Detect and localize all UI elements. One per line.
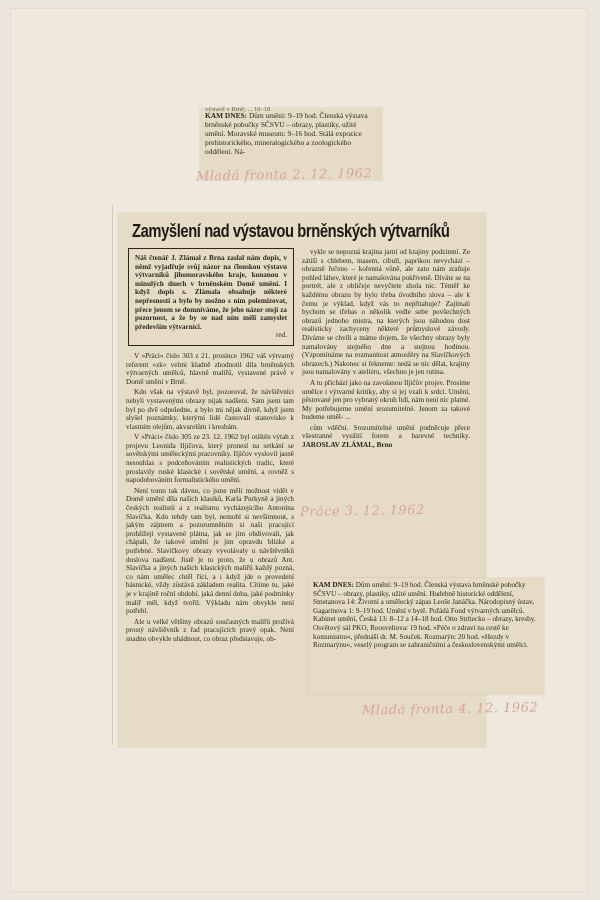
editor-note-text: Náš čtenář J. Zlámal z Brna zaslal nám dopis, v němž vyjadřuje svůj názor na členskou výstavu výtvarníků jihomoravského kraje, konanou v minulých dnech v brněnském Domě umění. I když dopis s. Zlámala obsahuje některé nepřesnosti a bylo by možno s ním polemizovat, přece jenom se domníváme, že jeho názor stojí za pozornost, a že by se nad ním měli zamyslet především výtvarníci. (135, 254, 287, 331)
editor-note-box (128, 248, 294, 346)
pencil-note-top: Mladá fronta 2. 12. 1962 (195, 166, 373, 185)
article-final-sentence: cům vděčni. Srozumitelné umění podněcuje přece všestranné využití forem a barevné techniky. (302, 423, 470, 441)
top-clipping-heading: KAM DNES: (205, 111, 248, 120)
pencil-note-middle: Práce 3. 12. 1962 (299, 502, 425, 521)
scrapbook-page (10, 8, 588, 892)
article-paragraph: A tu přichází jako na zavolanou Iljičův projev. Prosíme umělce i výtvarné kritiky, aby si jej vzali k srdci. Umění, pěstované jen pro vybraný okruh lidí, nám není nic platné. My potřebujeme umění srozumitelné. Jenom za takové budeme uměl- ... (302, 378, 470, 422)
article-title: Zamyšlení nad výstavou brněnských výtvarníků (132, 221, 450, 241)
top-clipping-body: Dům umění: 9–19 hod. Členská výstava brněnské pobočky SČSVU – obrazy, plastiky, užité umění. Moravské museum: 9–16 hod. Stálá expozice prehistorického, mineralogického a zoologického oddělení. Ná- (205, 111, 368, 156)
article-author-signature: JAROSLAV ZLÁMAL, Brno (302, 441, 393, 450)
article-paragraph: Kdo však na výstavě byl, pozoroval, že návštěvníci nebyli vystavenými obrazy nijak nadšeni. Sám jsem tam byl po dvě odpoledne, a bylo mi nějak divně, když jsem slyšel poznámky, kterými lidé častovali stanovisko k vlastním olejům, akvarelům i kresbám. (126, 388, 294, 431)
article-paragraph: vykle se nepozná krajina jarní od krajiny podzimní. Ze zátiší s chlebem, masem, cibulí, paprikou nevychází – obrazně řečeno – kořenná vůně, ale zato nám zraňuje pohled láhev, které je namalována pokřiveně. Díváte se na portrét, ale z obličeje nevyčtete zhola nic. Téměř ke každému obrazu by bylo třeba úvodního slova – ale k čemu je výklad, když vás to nepřitahuje? Zajímali bychom se třebas o několik vedle sebe povšechných obrazů jednoho mistra, na kterých jsou náhodou dost realisticky zachyceny některé průmyslové závody. Díváme se chvíli a máme dojem, že všechny obrazy byly namalovány stejného dne a stejnou hodinou. (Vzpomínáme na rozmanitost atmosféry na Slavíčkových obrazech.) Nakonec si řekneme: nedá se nic dělat, krajiny jsou namalovány v ateliéru, všechno je jen rutina. (302, 248, 470, 377)
article-paragraph: Ale u velké většiny obrazů současných malířů prožívá prostý návštěvník z řad pracujících pravý opak. Není snadno obvykle uhádnout, co obraz představuje, ob- (126, 617, 294, 643)
bottom-clipping-heading: KAM DNES: (313, 581, 354, 589)
pencil-note-bottom: Mladá fronta 4. 12. 1962 (361, 700, 539, 719)
article-paragraph (302, 424, 470, 450)
bottom-newspaper-clipping (308, 578, 544, 694)
bottom-clipping-body: Dům umění: 9–19 hod. Členská výstava brněnské pobočky SČSVU – obrazy, plastiky, užité umění. Hudebně historické oddělení, Smetanova 14: Životní a umělecký zápas Leoše Janáčka. Národopisný ústav, Gagarinova 1: 9–19 hod. Umění v bytě. Pořádá Fond výtvarných umělců. Kabinet umění, Česká 13: 8–12 a 14–18 hod. Otto Strítecko – obrazy, kresby. Osvětový sál PKO, Roosveltova: 19 hod. »Péče o zdraví na cestě ke komunismu«, přednáší dr. M. Souček. Rozmarýn: 20 hod. »Hezdy v Rozmarýnu«, veselý program se zahraničními a československými umělci. (313, 581, 536, 650)
cut-text-line: výstavě v Brně; ... 10–18 (205, 106, 271, 113)
article-paragraph: V »Práci« číslo 303 z 21. prosince 1962 váš výtvarný referent »zk« velmi kladně zhodnotil díla brněnských výtvarných umělců, hlavně malířů, vystavené právě v Domě umění v Brně. (126, 351, 294, 386)
article-left-column (126, 248, 294, 646)
editor-signature: red. (276, 331, 287, 340)
article-paragraph: Není tomu tak dávno, co jsme měli možnost vidět v Domě umění díla našich klasiků, Karla Purkyně a jiných českých realistů a z realismu vycházejícího Antonína Slavíčka. Kdo tehdy tam byl, nemohl si nevšimnout, s jakým zájmem a pozorumněním si naši pracující prohlížejí vystavené plátna, jak se jim obdivovali, jak chápali, že takové umění je jim opravdu blízké a potřebné. Slavíčkovy obrazy vyvolávaly u návštěvníků doslova nadšení. Jistě je to proto, že u obrazů Ant. Slavíčka a jiných našich klasických malířů každý pozná, co nám umělec chtěl říci, a i když jde o provedení básnické, vždy zůstává základem realita. Cítíme tu, jaké je v krajině roční období, jaká denní doba, jaké podmínky malíř měl, když tvořil. Výkladu nám obvykle není potřebí. (126, 486, 294, 616)
bottom-clipping-text (313, 581, 539, 650)
article-paragraph: V »Práci« číslo 305 ze 23. 12. 1962 byl otištěn výtah z projevu Leonida Iljičova, který pronesl na setkání se sovětskými uměleckými pracovníky. Iljičov vyslovil jasně nesouhlas s podceňováním realistických tradic, které proslavily ruské klasické i sovětské umění, a rovněž s napodobováním formalistického umění. (126, 433, 294, 485)
page-fold-line (112, 205, 113, 745)
top-clipping-text (205, 111, 377, 156)
